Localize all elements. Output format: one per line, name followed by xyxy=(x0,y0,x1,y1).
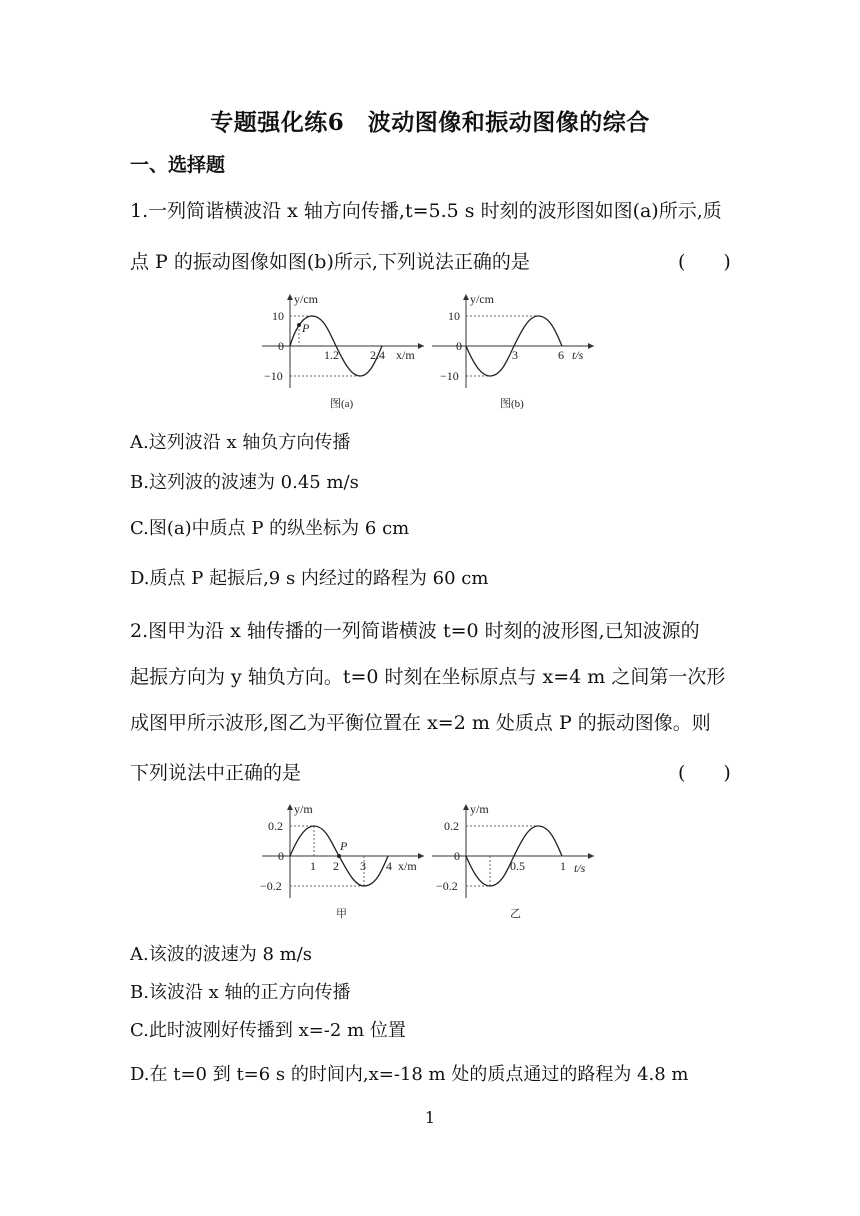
q2-figure-jia xyxy=(258,800,430,928)
y-tick: 0.2 xyxy=(268,819,283,833)
q2-text-line4: 下列说法中正确的是 xyxy=(130,762,302,784)
figure-caption: 图(b) xyxy=(500,398,524,410)
y-axis-label: y/m xyxy=(294,802,313,816)
q1-option-c: C.图(a)中质点 P 的纵坐标为 6 cm xyxy=(130,518,410,539)
x-tick: 1.2 xyxy=(324,348,339,362)
q1-figure-a xyxy=(258,288,430,416)
y-tick: 0.2 xyxy=(444,819,459,833)
y-tick: −0.2 xyxy=(436,879,458,893)
y-tick: −10 xyxy=(440,369,459,383)
x-axis-label: t/s xyxy=(574,861,586,875)
q1-figure-b xyxy=(428,288,600,416)
q2-option-b: B.该波沿 x 轴的正方向传播 xyxy=(130,982,351,1003)
x-axis-label: x/m xyxy=(398,859,417,873)
x-axis-label: x/m xyxy=(396,348,415,362)
y-tick: 0 xyxy=(278,339,284,353)
q2-text-line1: 2.图甲为沿 x 轴传播的一列简谐横波 t=0 时刻的波形图,已知波源的 xyxy=(130,620,700,642)
q1-text-line2: 点 P 的振动图像如图(b)所示,下列说法正确的是 xyxy=(130,251,530,273)
q2-figure-yi xyxy=(428,800,600,928)
q2-option-d: D.在 t=0 到 t=6 s 的时间内,x=-18 m 处的质点通过的路程为 4.8 m xyxy=(130,1064,689,1085)
q1-option-d: D.质点 P 起振后,9 s 内经过的路程为 60 cm xyxy=(130,568,489,589)
x-tick: 0.5 xyxy=(510,859,525,873)
figure-caption: 图(a) xyxy=(330,398,354,410)
point-label: P xyxy=(302,321,310,335)
q2-option-a: A.该波的波速为 8 m/s xyxy=(130,944,312,965)
q1-option-b: B.这列波的波速为 0.45 m/s xyxy=(130,472,359,493)
q2-text-line2: 起振方向为 y 轴负方向。t=0 时刻在坐标原点与 x=4 m 之间第一次形 xyxy=(130,666,726,688)
y-tick: 10 xyxy=(272,309,284,323)
q2-answer-bracket: ( ) xyxy=(678,762,731,784)
x-axis-label: t/s xyxy=(572,348,584,362)
q2-option-c: C.此时波刚好传播到 x=-2 m 位置 xyxy=(130,1020,406,1041)
y-tick: 10 xyxy=(448,309,460,323)
x-tick: 2.4 xyxy=(370,348,385,362)
q1-answer-bracket: ( ) xyxy=(678,251,731,273)
x-tick: 3 xyxy=(512,348,518,362)
x-tick: 4 xyxy=(386,859,392,873)
q2-text-line3: 成图甲所示波形,图乙为平衡位置在 x=2 m 处质点 P 的振动图像。则 xyxy=(130,712,711,734)
page-title: 专题强化练6 波动图像和振动图像的综合 xyxy=(210,109,650,136)
page-number: 1 xyxy=(424,1108,436,1127)
y-tick: 0 xyxy=(454,849,460,863)
q1-text-line1: 1.一列简谐横波沿 x 轴方向传播,t=5.5 s 时刻的波形图如图(a)所示,质 xyxy=(130,200,722,222)
x-tick: 6 xyxy=(558,348,564,362)
y-axis-label: y/cm xyxy=(470,292,494,306)
q1-option-a: A.这列波沿 x 轴负方向传播 xyxy=(130,432,351,453)
section-heading: 一、选择题 xyxy=(130,154,226,176)
y-tick: 0 xyxy=(278,849,284,863)
y-tick: 0 xyxy=(456,339,462,353)
x-tick: 2 xyxy=(333,859,339,873)
y-axis-label: y/m xyxy=(470,802,489,816)
point-label: P xyxy=(340,839,348,853)
point-p xyxy=(337,854,341,858)
y-axis-label: y/cm xyxy=(294,292,318,306)
y-tick: −0.2 xyxy=(260,879,282,893)
y-tick: −10 xyxy=(264,369,283,383)
figure-caption: 乙 xyxy=(510,908,521,920)
x-tick: 1 xyxy=(310,859,316,873)
x-tick: 3 xyxy=(360,859,366,873)
figure-caption: 甲 xyxy=(336,908,347,920)
x-tick: 1 xyxy=(560,859,566,873)
